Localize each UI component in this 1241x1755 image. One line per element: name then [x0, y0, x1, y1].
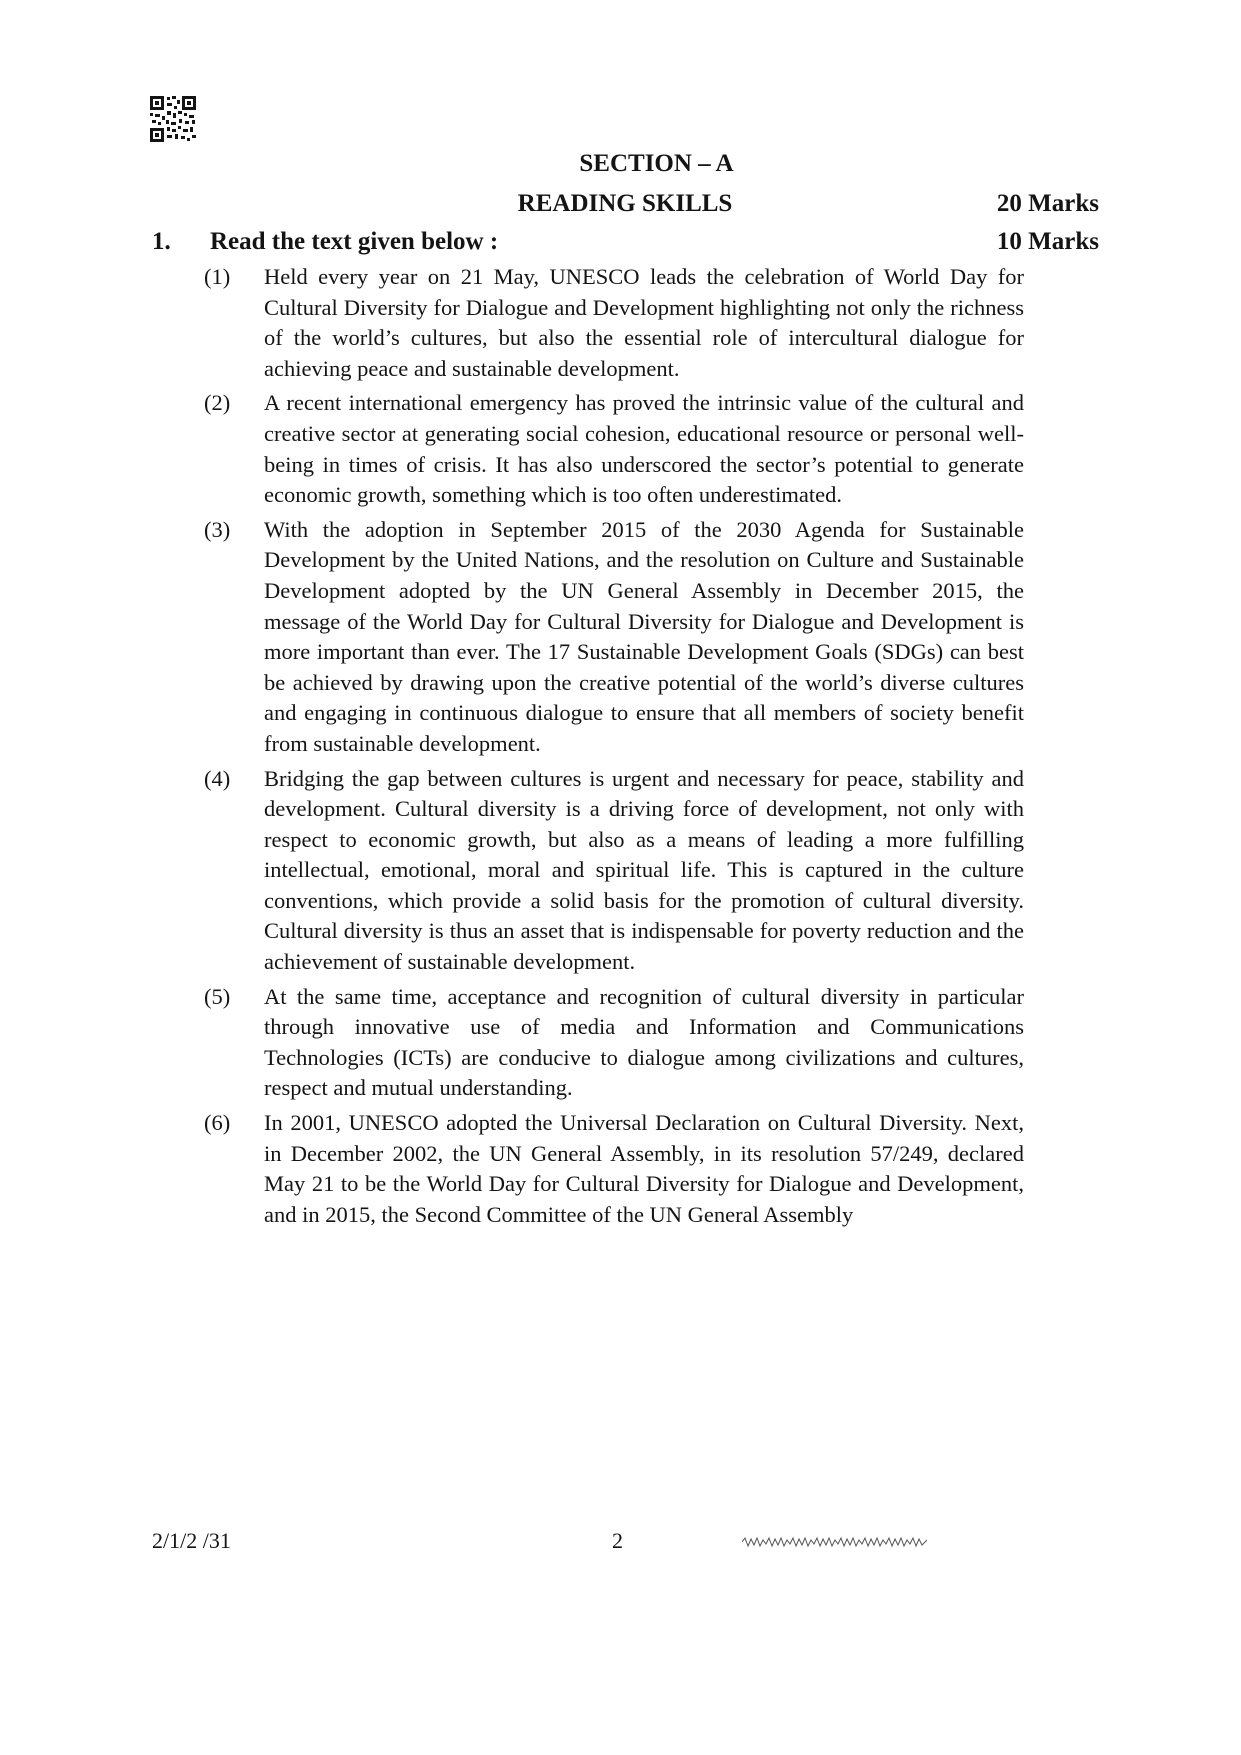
paragraph — [204, 515, 1024, 760]
paragraph-text: A recent international emergency has proved the intrinsic value of the cultural and creative sector at generating social cohesion, educational resource or personal well-being in times of crisis. It has also underscored the sector’s potential to generate economic growth, something which is too often underestimated. — [264, 390, 1024, 508]
qr-code-icon — [150, 96, 196, 142]
paragraph-number: (3) — [204, 516, 231, 542]
paragraph — [204, 388, 1024, 510]
question-marks: 10 Marks — [996, 228, 1099, 255]
paragraph-text: With the adoption in September 2015 of the 2030 Agenda for Sustainable Development by the United Nations, and the resolution on Culture and Sustainable Development adopted by the UN General Assembly in December 2015, the message of the World Day for Cultural Diversity for Dialogue and Development is more important than ever. The 17 Sustainable Development Goals (SDGs) can best be achieved by drawing upon the creative potential of the world’s diverse cultures and engaging in continuous dialogue to ensure that all members of society benefit from sustainable development. — [264, 516, 1024, 756]
paragraph-text: In 2001, UNESCO adopted the Universal Declaration on Cultural Diversity. Next, in December 2002, the UN General Assembly, in its resolution 57/249, declared May 21 to be the World Day for Cultural Diversity for Dialogue and Development, and in 2015, the Second Committee of the UN General Assembly — [264, 1110, 1024, 1227]
subsection-marks: 20 Marks — [996, 190, 1099, 217]
paragraph — [204, 1108, 1024, 1230]
paragraph-number: (5) — [204, 983, 231, 1009]
question-row — [0, 228, 1241, 260]
question-prompt: Read the text given below : — [210, 228, 499, 255]
paragraph — [204, 262, 1024, 384]
subsection-heading-row — [0, 190, 1241, 222]
paragraph — [204, 764, 1024, 978]
paragraph-text: At the same time, acceptance and recognition of cultural diversity in particular through innovative use of media and Information and Communications Technologies (ICTs) are conducive to dialogue among civilizations and cultures, respect and mutual understanding. — [264, 983, 1024, 1101]
paragraph-text: Bridging the gap between cultures is urgent and necessary for peace, stability and development. Cultural diversity is a driving force of development, not only with respect to economic growth, but also as a means of leading a more fulfilling intellectual, emotional, moral and spiritual life. This is captured in the culture conventions, which provide a solid basis for the promotion of cultural diversity. Cultural diversity is thus an asset that is indispensable for poverty reduction and the achievement of sustainable development. — [264, 765, 1024, 975]
paragraph-number: (4) — [204, 765, 231, 791]
page-number: 2 — [612, 1528, 623, 1553]
paragraph-number: (1) — [204, 264, 231, 289]
paragraph-number: (2) — [204, 390, 231, 416]
security-microtext-squiggle-icon — [742, 1536, 927, 1548]
subsection-title: READING SKILLS — [517, 190, 733, 217]
section-title: SECTION – A — [579, 150, 734, 177]
passage — [204, 262, 1024, 1234]
paper-code: 2/1/2 /31 — [152, 1528, 231, 1553]
paragraph-text: Held every year on 21 May, UNESCO leads the celebration of World Day for Cultural Diversity for Dialogue and Development highlighting not only the richness of the world’s cultures, but also the essential role of intercultural dialogue for achieving peace and sustainable development. — [264, 264, 1024, 381]
paragraph — [204, 982, 1024, 1104]
paragraph-number: (6) — [204, 1110, 231, 1136]
question-number: 1. — [152, 228, 171, 255]
